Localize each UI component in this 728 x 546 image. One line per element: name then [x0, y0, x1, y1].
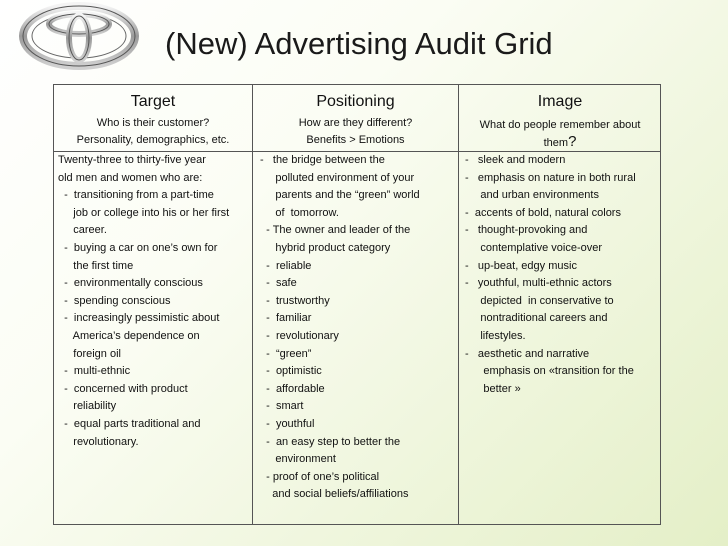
cell-line: - up-beat, edgy music	[462, 259, 577, 272]
cell-line: - sleek and modern	[462, 154, 566, 166]
cell-line: - The owner and leader of the	[257, 224, 411, 237]
column-heading: Positioning	[316, 93, 395, 110]
cell-line: lifestyles.	[462, 329, 526, 342]
column-subheading: What do people remember about	[479, 119, 641, 131]
column-subheading-line	[459, 134, 661, 151]
cell-line: - affordable	[257, 382, 325, 395]
cell-line: - reliable	[257, 259, 312, 272]
header-target	[54, 85, 252, 151]
cell-line: and urban environments	[462, 189, 599, 202]
cell-line: hybrid product category	[257, 241, 391, 254]
cell-line: depicted in conservative to	[462, 294, 614, 307]
image-cell	[462, 152, 660, 398]
cell-line: job or college into his or her first	[58, 206, 230, 219]
cell-line: polluted environment of your	[257, 171, 415, 184]
question-mark: ?	[568, 133, 577, 150]
cell-line: - environmentally conscious	[58, 277, 203, 290]
column-subheading: Benefits > Emotions	[306, 134, 405, 146]
cell-line: and social beliefs/affiliations	[257, 488, 409, 501]
column-subheading: them	[543, 137, 569, 149]
header-image	[459, 85, 661, 151]
cell-line: - concerned with product	[58, 382, 188, 395]
header-positioning	[253, 85, 458, 151]
page-title: (New) Advertising Audit Grid	[165, 26, 553, 61]
cell-line: foreign oil	[58, 347, 121, 360]
cell-line: America’s dependence on	[58, 329, 200, 342]
cell-line: - aesthetic and narrative	[462, 347, 590, 360]
cell-line: - accents of bold, natural colors	[462, 206, 621, 219]
cell-line: - smart	[257, 400, 304, 413]
cell-line: - increasingly pessimistic about	[58, 312, 220, 325]
cell-line: - proof of one’s political	[257, 470, 380, 483]
column-subheading: Personality, demographics, etc.	[76, 134, 230, 146]
cell-line: - “green”	[257, 347, 312, 360]
cell-line: - emphasis on nature in both rural	[462, 171, 636, 184]
cell-line: - trustworthy	[257, 294, 330, 307]
cell-line: - safe	[257, 277, 297, 290]
cell-line: - an easy step to better the	[257, 435, 401, 448]
column-heading: Image	[537, 93, 583, 110]
cell-line: Twenty-three to thirty-five year	[58, 154, 206, 166]
cell-line: parents and the “green” world	[257, 189, 420, 202]
cell-line: - the bridge between the	[257, 154, 385, 166]
column-subheading: Who is their customer?	[96, 117, 210, 129]
cell-line: - optimistic	[257, 365, 322, 378]
cell-line: - revolutionary	[257, 329, 339, 342]
cell-line: environment	[257, 453, 336, 466]
cell-line: better »	[462, 382, 521, 395]
cell-line: old men and women who are:	[58, 171, 203, 184]
cell-line: - buying a car on one’s own for	[58, 241, 218, 254]
cell-line: - multi-ethnic	[58, 365, 131, 378]
cell-line: career.	[58, 224, 107, 237]
cell-line: reliability	[58, 400, 117, 413]
cell-line: - equal parts traditional and	[58, 417, 201, 430]
cell-line: - transitioning from a part-time	[58, 189, 214, 202]
cell-line: - youthful	[257, 417, 315, 430]
cell-line: contemplative voice-over	[462, 241, 603, 254]
cell-line: nontraditional careers and	[462, 312, 608, 325]
cell-line: - thought-provoking and	[462, 224, 588, 237]
cell-line: revolutionary.	[58, 435, 139, 448]
audit-grid-table	[53, 84, 661, 525]
column-subheading: How are they different?	[298, 117, 413, 129]
cell-line: emphasis on «transition for the	[462, 365, 634, 378]
cell-line: - youthful, multi-ethnic actors	[462, 277, 612, 290]
cell-line: - spending conscious	[58, 294, 171, 307]
cell-line: of tomorrow.	[257, 206, 339, 219]
target-cell	[58, 152, 250, 451]
cell-line: - familiar	[257, 312, 312, 325]
positioning-cell	[257, 152, 455, 504]
toyota-logo-icon	[18, 2, 140, 70]
cell-line: the first time	[58, 259, 134, 272]
column-heading: Target	[130, 93, 176, 110]
